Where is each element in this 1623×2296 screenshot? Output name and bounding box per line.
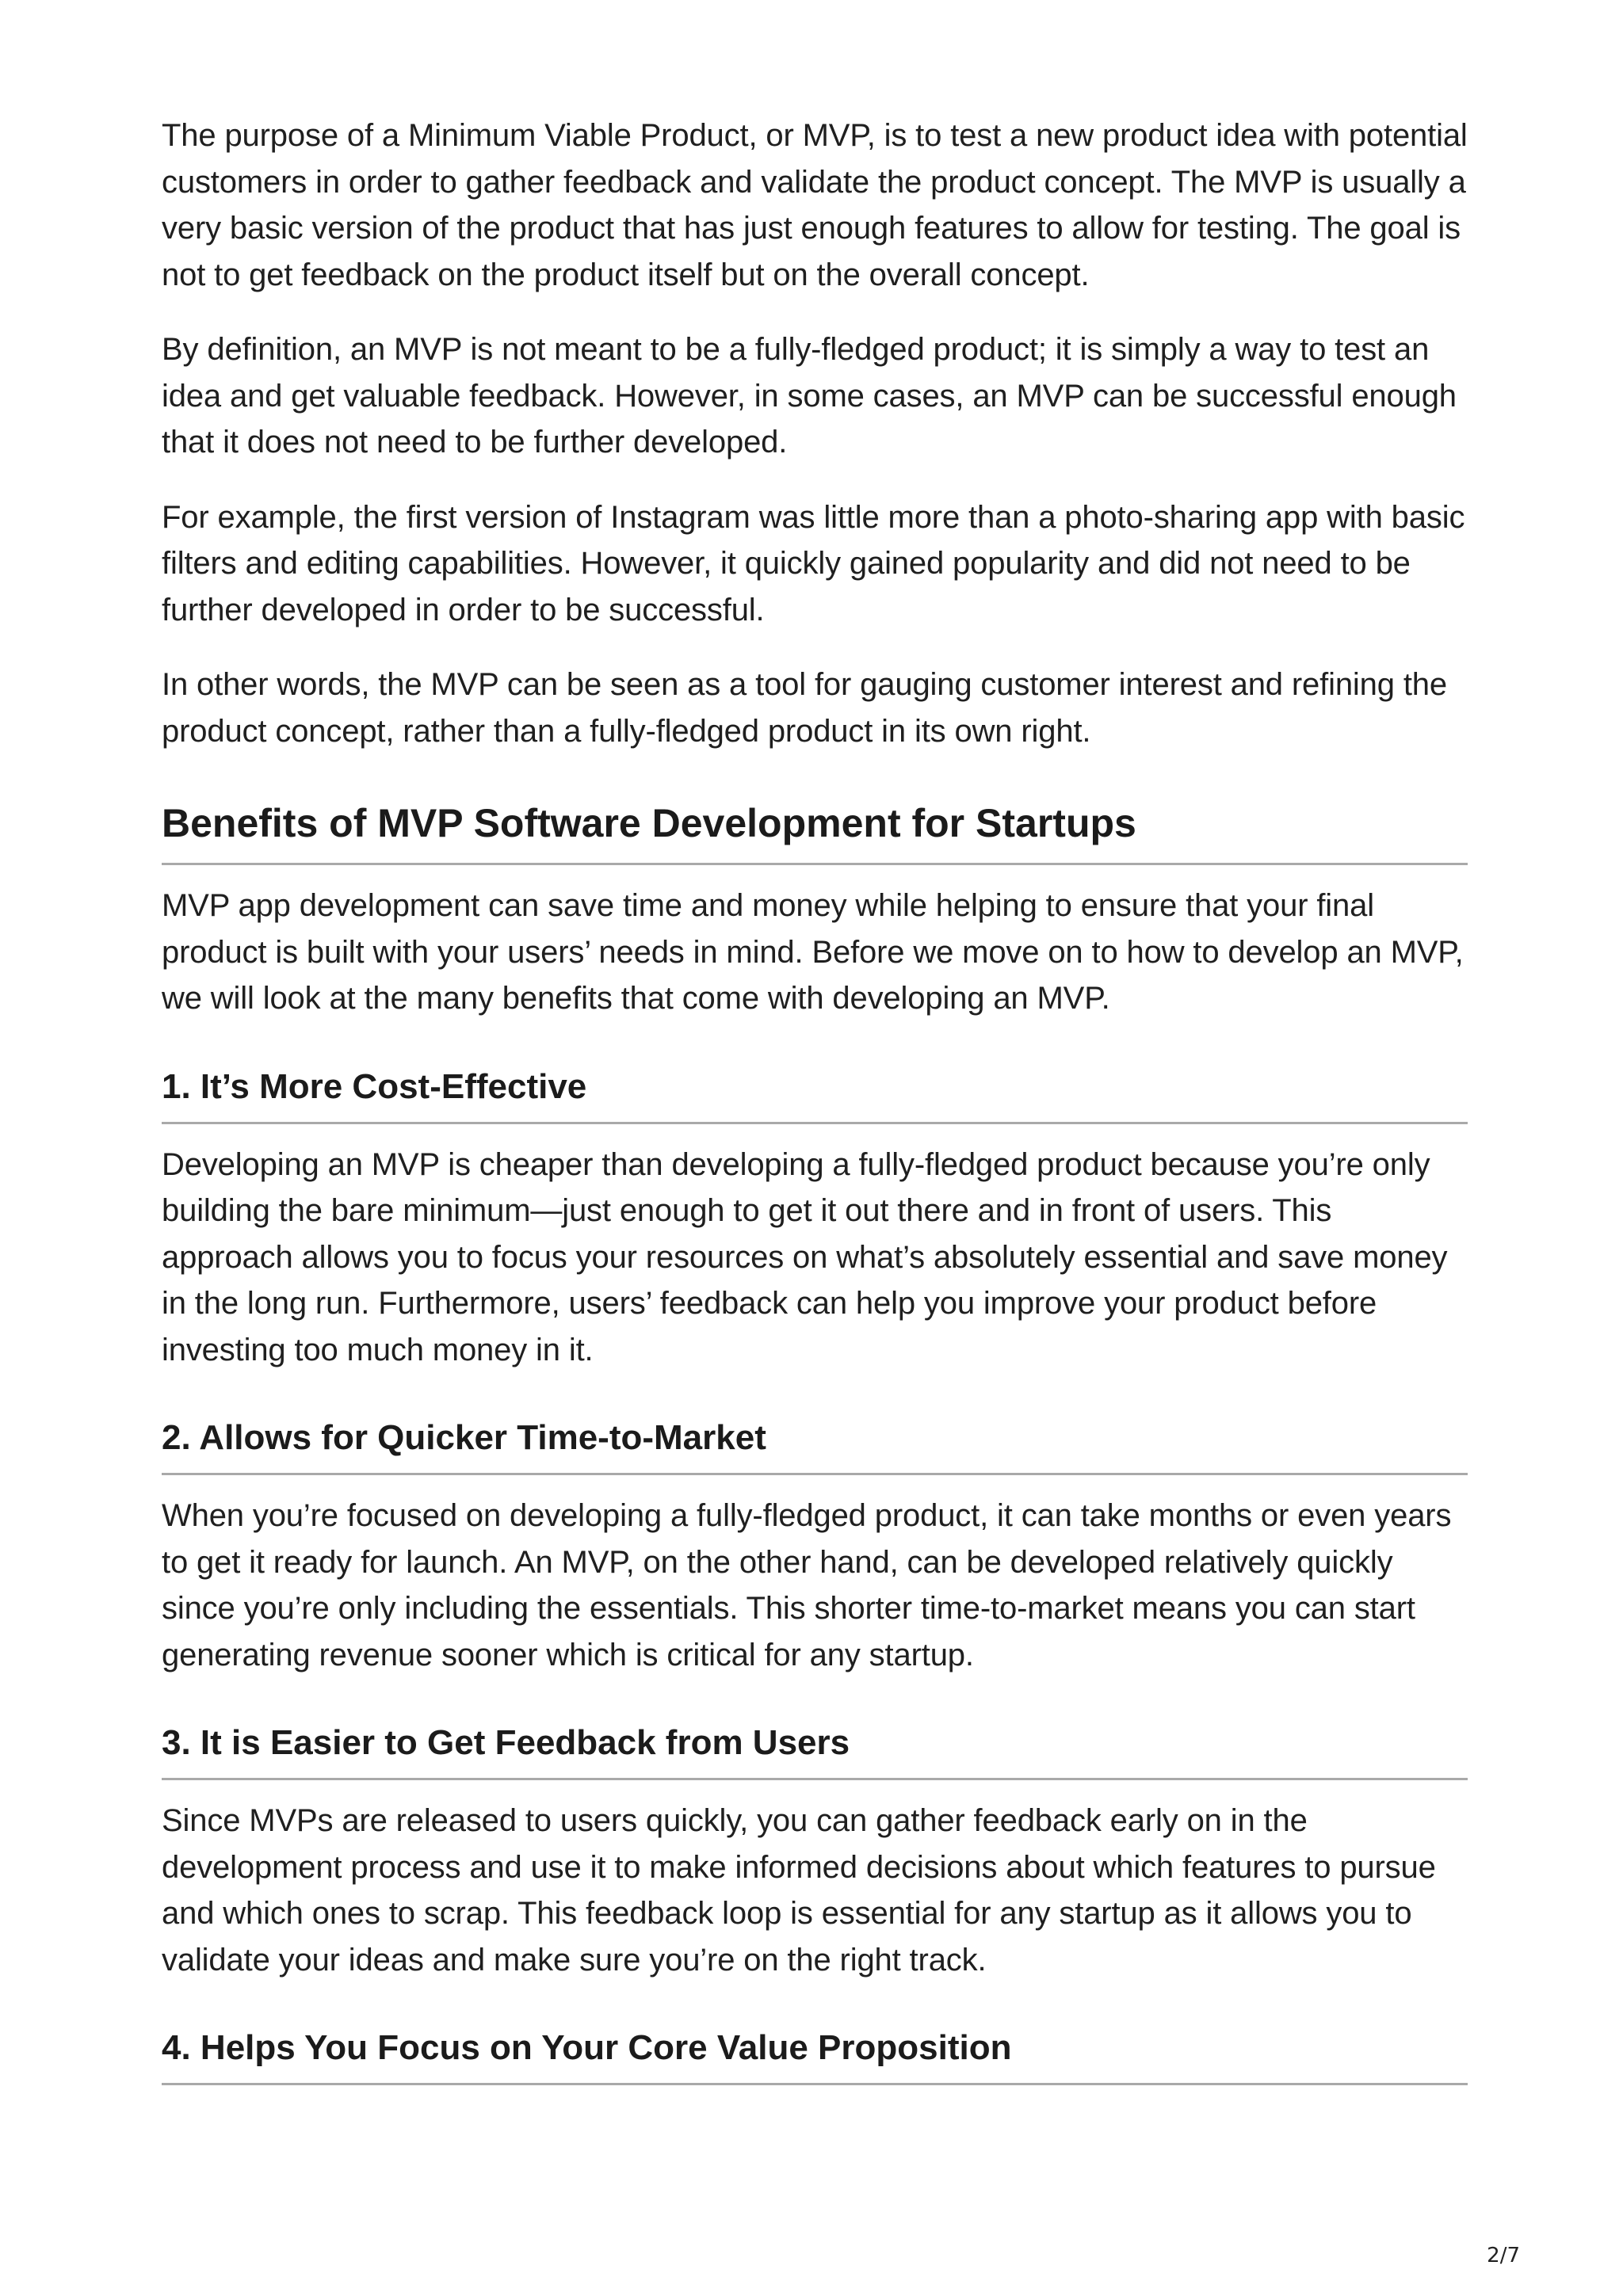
- benefit-4-heading: 4. Helps You Focus on Your Core Value Proposition: [162, 2028, 1012, 2067]
- intro-paragraph-4: In other words, the MVP can be seen as a tool for gauging customer interest and refining the product concept, rather than a fully-fledged product in its own right.: [162, 667, 1447, 749]
- benefits-section-heading: [162, 799, 1468, 865]
- benefit-2-heading: 2. Allows for Quicker Time-to-Market: [162, 1418, 766, 1457]
- intro-paragraph-2: By definition, an MVP is not meant to be a fully-fledged product; it is simply a way to test an idea and get valuable feedback. However, in some cases, an MVP can be successful enough that it does not need to be further developed.: [162, 332, 1457, 460]
- page-number: 2/7: [1487, 2244, 1520, 2267]
- benefit-3-heading-block: [162, 1721, 1468, 1780]
- benefit-2-paragraph: When you’re focused on developing a fully-fledged product, it can take months or even years to get it ready for launch. An MVP, on the other hand, can be developed relatively quickly since you’re only including the essentials. This shorter time-to-market means you can start generating revenue sooner which is critical for any startup.: [162, 1498, 1452, 1672]
- benefits-intro-paragraph: MVP app development can save time and money while helping to ensure that your final product is built with your users’ needs in mind. Before we move on to how to develop an MVP, we will look at the many benefits that come with developing an MVP.: [162, 888, 1464, 1016]
- benefit-3-paragraph: Since MVPs are released to users quickly, you can gather feedback early on in the development process and use it to make informed decisions about which features to pursue and which ones to scrap. This feedback loop is essential for any startup as it allows you to validate your ideas and make sure you’re on the right track.: [162, 1803, 1436, 1978]
- benefit-3-heading: 3. It is Easier to Get Feedback from Users: [162, 1723, 850, 1762]
- benefits-heading: Benefits of MVP Software Development for Startups: [162, 801, 1136, 845]
- benefit-1-paragraph: Developing an MVP is cheaper than developing a fully-fledged product because you’re only building the bare minimum—just enough to get it out there and in front of users. This approach allows you to focus your resources on what’s absolutely essential and save money in the long run. Furthermore, users’ feedback can help you improve your product before investing too much money in it.: [162, 1146, 1448, 1367]
- intro-paragraph-3: For example, the first version of Instagram was little more than a photo-sharing app with basic filters and editing capabilities. However, it quickly gained popularity and did not need to be further developed in order to be successful.: [162, 499, 1465, 627]
- benefit-2-heading-block: [162, 1416, 1468, 1475]
- benefit-1-heading: 1. It’s More Cost-Effective: [162, 1066, 587, 1106]
- benefit-1-heading-block: [162, 1065, 1468, 1124]
- intro-paragraph-1: The purpose of a Minimum Viable Product, or MVP, is to test a new product idea with potential customers in order to gather feedback and validate the product concept. The MVP is usually a very basic version of the product that has just enough features to allow for testing. The goal is not to get feedback on the product itself but on the overall concept.: [162, 118, 1468, 292]
- benefit-4-heading-block: [162, 2026, 1468, 2085]
- document-page: [162, 113, 1468, 2085]
